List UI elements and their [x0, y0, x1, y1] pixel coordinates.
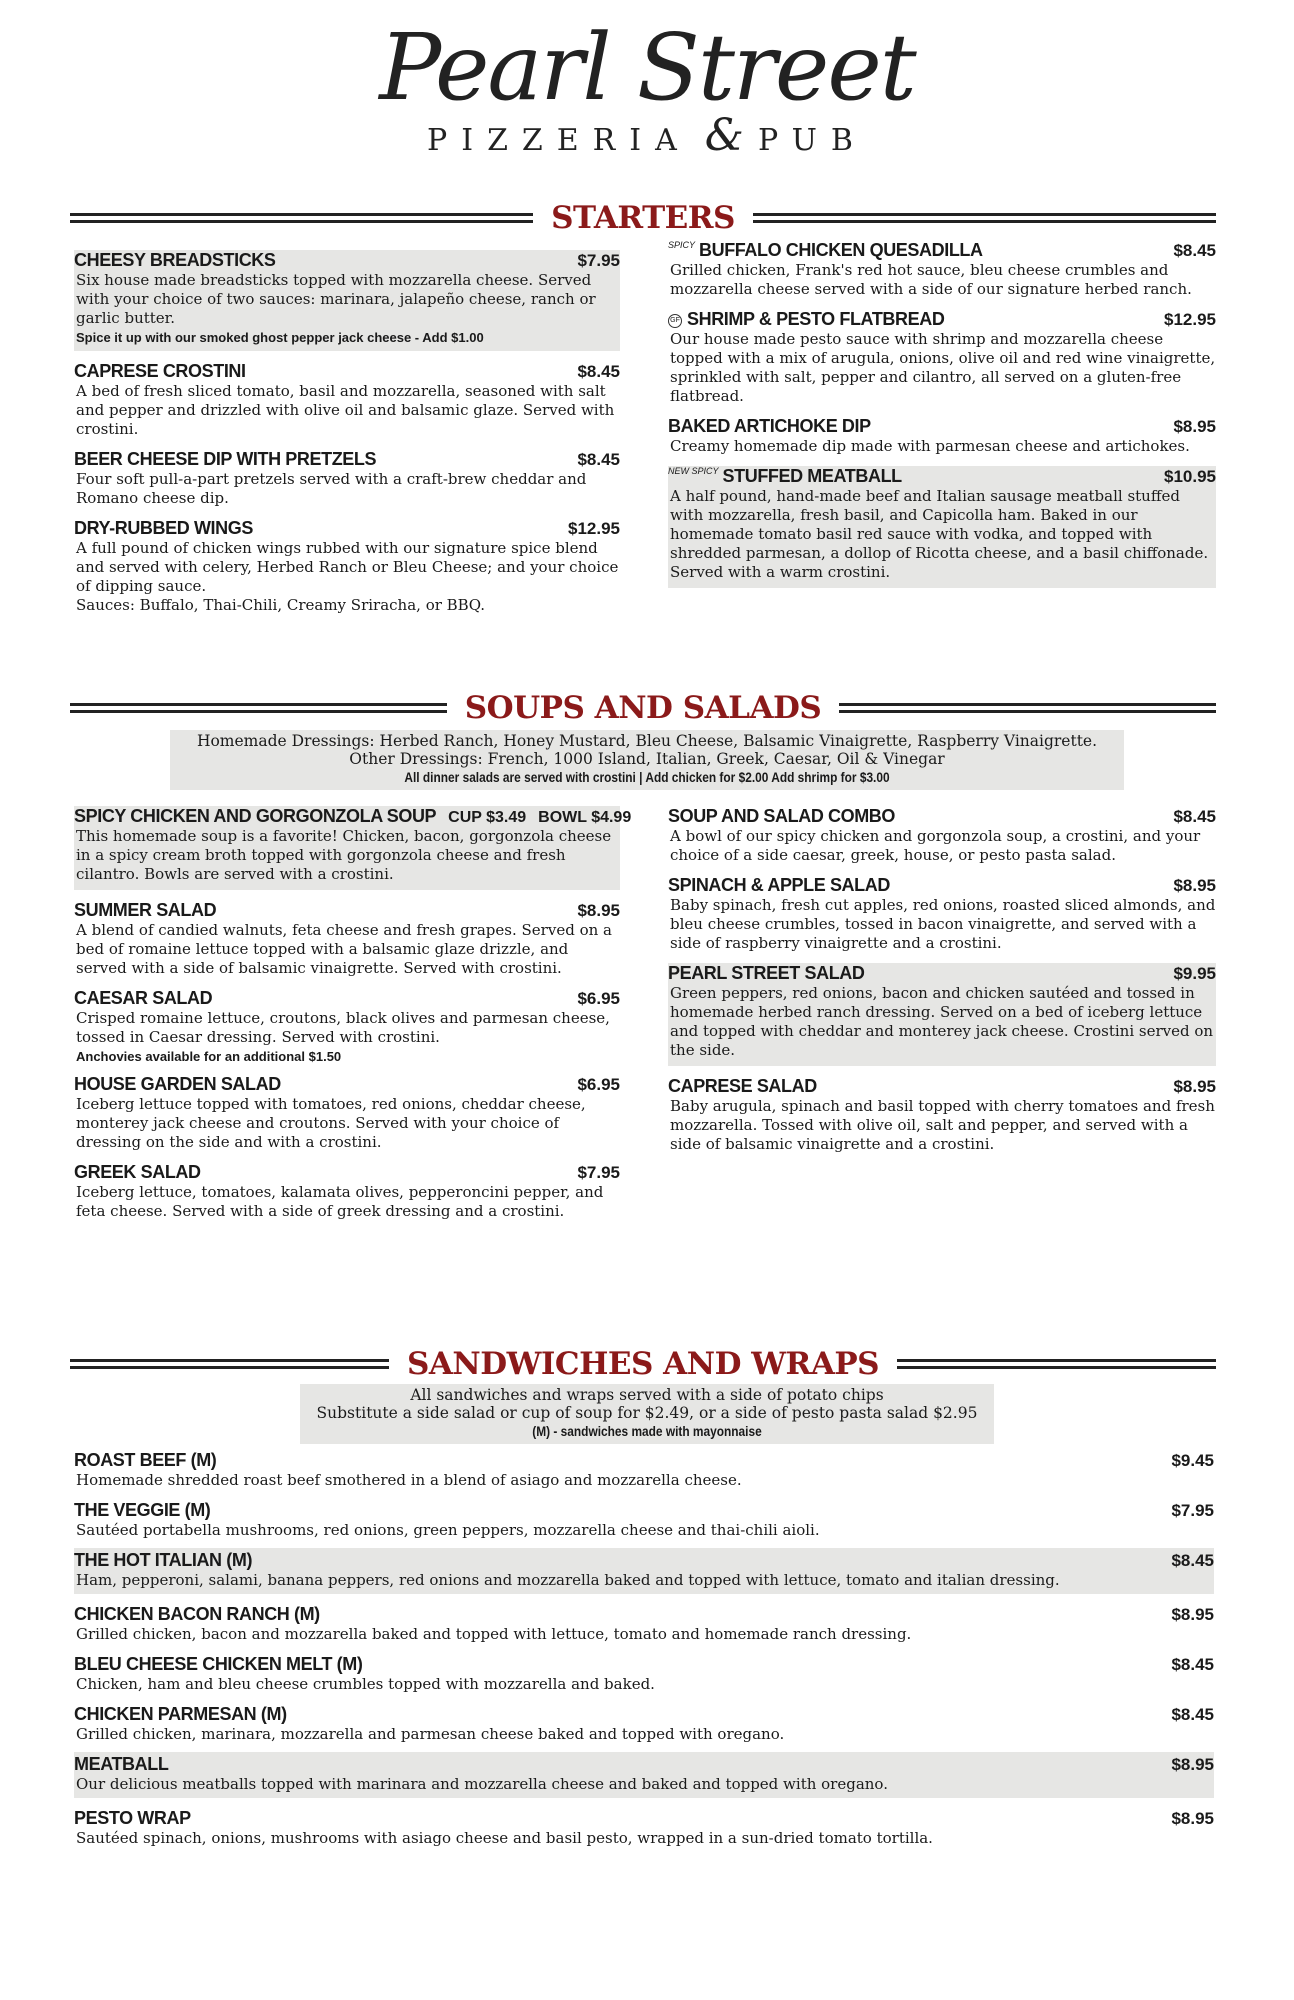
item-name: CHICKEN PARMESAN (M): [74, 1704, 287, 1724]
item-description: Sautéed spinach, onions, mushrooms with asiago cheese and basil pesto, wrapped in a sun-dried tomato tortilla.: [76, 1829, 933, 1847]
sandwiches-heading: [70, 1342, 1216, 1386]
item-description-extra: Sauces: Buffalo, Thai-Chili, Creamy Sriracha, or BBQ.: [76, 596, 486, 614]
item-description: Chicken, ham and bleu cheese crumbles topped with mozzarella and baked.: [76, 1675, 655, 1693]
item-name: CAPRESE SALAD: [668, 1076, 817, 1096]
sandwich-sides: All sandwiches and wraps served with a side of potato chips: [410, 1386, 884, 1404]
item-header: [668, 875, 1216, 896]
item-header: [74, 1704, 1214, 1725]
item-price: $8.45: [1171, 1551, 1214, 1570]
item-price: $6.95: [577, 989, 620, 1008]
bowl-price: BOWL $4.99: [538, 809, 632, 826]
item-title: [74, 1808, 191, 1829]
item-header: [668, 806, 1216, 827]
heading-rule: [70, 703, 447, 713]
item-price: [436, 809, 631, 827]
item-description: Iceberg lettuce, tomatoes, kalamata olives, pepperoncini pepper, and feta cheese. Served with a side of greek dressing and a crostini.: [76, 1183, 604, 1220]
item-description: Baby spinach, fresh cut apples, red onions, roasted sliced almonds, and bleu cheese crumbles, tossed in bacon vinaigrette, and served with a side of raspberry vinaigrette and a crostini.: [670, 896, 1216, 952]
menu-item: [668, 963, 1216, 1066]
menu-item: [668, 466, 1216, 588]
item-price: $10.95: [1164, 467, 1216, 486]
menu-item: [74, 250, 620, 351]
item-name: BLEU CHEESE CHICKEN MELT (M): [74, 1654, 363, 1674]
item-header: [74, 518, 620, 539]
menu-item: [668, 806, 1216, 865]
item-title: [74, 988, 212, 1009]
item-title: [668, 1076, 817, 1097]
item-header: [74, 1162, 620, 1183]
item-description: A blend of candied walnuts, feta cheese and fresh grapes. Served on a bed of romaine lettuce topped with a balsamic glaze drizzle, and served with a side of balsamic vinaigrette. Served with crostini.: [76, 921, 612, 977]
item-header: [74, 1754, 1214, 1775]
mayo-note: (M) - sandwiches made with mayonnaise: [532, 1423, 762, 1439]
heading-rule: [70, 213, 533, 223]
item-name: SOUP AND SALAD COMBO: [668, 806, 896, 826]
item-price: $8.45: [1173, 241, 1216, 260]
item-name: BUFFALO CHICKEN QUESADILLA: [699, 240, 983, 260]
menu-item: [74, 1806, 1214, 1848]
item-price: $8.95: [1173, 417, 1216, 436]
item-header: [74, 1604, 1214, 1625]
logo-sub-left: PIZZERIA: [427, 123, 691, 158]
item-header: [668, 416, 1216, 437]
spicy-tag: SPICY: [668, 240, 696, 250]
item-title: [668, 309, 944, 330]
item-header: [668, 963, 1216, 984]
item-title: [668, 466, 902, 487]
menu-item: [668, 1076, 1216, 1154]
item-header: [668, 1076, 1216, 1097]
item-header: [74, 449, 620, 470]
item-name: CHICKEN BACON RANCH (M): [74, 1604, 320, 1624]
item-description: Six house made breadsticks topped with mozzarella cheese. Served with your choice of two sauces: marinara, jalapeño cheese, ranch or garlic butter.: [76, 271, 596, 327]
item-price: $8.45: [1173, 807, 1216, 826]
menu-item: [668, 416, 1216, 456]
item-title: [74, 1604, 320, 1625]
logo-subtitle: [0, 110, 1294, 161]
item-description: Green peppers, red onions, bacon and chicken sautéed and tossed in homemade herbed ranch dressing. Served on a bed of iceberg lettuce and topped with cheddar and monterey jack cheese. Crostini served on the side.: [670, 984, 1214, 1059]
item-title: [74, 361, 246, 382]
heading-rule: [839, 703, 1216, 713]
menu-item: [668, 240, 1216, 299]
item-price: $8.95: [1171, 1809, 1214, 1828]
dressings-other: Other Dressings: French, 1000 Island, Italian, Greek, Caesar, Oil & Vinegar: [349, 750, 945, 768]
soups-left-column: [74, 806, 632, 1231]
item-price: $8.95: [577, 901, 620, 920]
item-name: SHRIMP & PESTO FLATBREAD: [687, 309, 945, 329]
item-title: [74, 1704, 287, 1725]
item-title: [668, 806, 895, 827]
item-title: [74, 1654, 362, 1675]
logo-title: Pearl Street: [379, 14, 915, 121]
starters-left-column: [74, 250, 620, 625]
menu-item: [74, 1498, 1214, 1540]
item-description: Ham, pepperoni, salami, banana peppers, red onions and mozzarella baked and topped with lettuce, tomato and italian dressing.: [76, 1571, 1060, 1589]
spicy-tag: NEW SPICY: [668, 466, 719, 476]
menu-item: [74, 518, 620, 615]
gluten-free-icon: GF: [668, 314, 682, 328]
item-title: [74, 1550, 252, 1571]
menu-item: [74, 1602, 1214, 1644]
item-name: THE VEGGIE (M): [74, 1500, 211, 1520]
item-title: [668, 416, 871, 437]
item-description: Creamy homemade dip made with parmesan cheese and artichokes.: [670, 437, 1190, 455]
item-price: $8.95: [1171, 1755, 1214, 1774]
item-header: [74, 361, 620, 382]
item-description: Our house made pesto sauce with shrimp and mozzarella cheese topped with a mix of arugula, onions, olive oil and red wine vinaigrette, sprinkled with salt, pepper and cilantro, all served on a gluten-free flatbread.: [670, 330, 1216, 405]
item-header: [668, 466, 1216, 487]
item-note: Spice it up with our smoked ghost pepper jack cheese - Add $1.00: [76, 330, 484, 345]
item-description: Baby arugula, spinach and basil topped with cherry tomatoes and fresh mozzarella. Tossed with olive oil, salt and pepper, and served with a side of balsamic vinaigrette and a crostini.: [670, 1097, 1215, 1153]
salad-addons: All dinner salads are served with crostini | Add chicken for $2.00 Add shrimp for $3.00: [404, 769, 890, 785]
item-price: $8.45: [577, 450, 620, 469]
item-name: CAPRESE CROSTINI: [74, 361, 246, 381]
item-name: SPICY CHICKEN AND GORGONZOLA SOUP: [74, 806, 437, 826]
item-header: [74, 988, 620, 1009]
item-header: [74, 250, 620, 271]
starters-title: STARTERS: [551, 200, 735, 236]
logo-ampersand: &: [704, 110, 744, 161]
item-header: [668, 309, 1216, 330]
item-title: [74, 1754, 168, 1775]
item-description: A bed of fresh sliced tomato, basil and mozzarella, seasoned with salt and pepper and drizzled with olive oil and balsamic glaze. Served with crostini.: [76, 382, 615, 438]
item-name: HOUSE GARDEN SALAD: [74, 1074, 281, 1094]
item-title: [74, 518, 253, 539]
item-header: [74, 1550, 1214, 1571]
menu-item: [74, 449, 620, 508]
item-price: $7.95: [1171, 1501, 1214, 1520]
item-title: [74, 1162, 201, 1183]
cup-price: CUP $3.49: [448, 809, 527, 826]
menu-item: [74, 361, 620, 439]
item-header: [74, 1654, 1214, 1675]
item-description: This homemade soup is a favorite! Chicken, bacon, gorgonzola cheese in a spicy cream broth topped with gorgonzola cheese and fresh cilantro. Bowls are served with a crostini.: [76, 827, 612, 883]
item-price: $12.95: [1164, 310, 1216, 329]
item-title: [74, 1450, 216, 1471]
soups-right-column: [668, 806, 1216, 1164]
item-header: [74, 1808, 1214, 1829]
item-title: [74, 250, 276, 271]
item-price: $9.45: [1171, 1451, 1214, 1470]
menu-item: [74, 1652, 1214, 1694]
item-header: [668, 240, 1216, 261]
menu-item: [74, 1702, 1214, 1744]
item-name: MEATBALL: [74, 1754, 169, 1774]
item-name: CAESAR SALAD: [74, 988, 213, 1008]
item-price: $8.95: [1171, 1605, 1214, 1624]
menu-item: [74, 988, 620, 1064]
menu-item: [74, 1162, 620, 1221]
item-description: Our delicious meatballs topped with marinara and mozzarella cheese and baked and topped with oregano.: [76, 1775, 888, 1793]
item-price: $8.45: [577, 362, 620, 381]
item-description: Crisped romaine lettuce, croutons, black olives and parmesan cheese, tossed in Caesar dressing. Served with crostini.: [76, 1009, 610, 1046]
item-description: Homemade shredded roast beef smothered in a blend of asiago and mozzarella cheese.: [76, 1471, 742, 1489]
item-name: BEER CHEESE DIP WITH PRETZELS: [74, 449, 377, 469]
item-header: [74, 900, 620, 921]
item-price: $8.95: [1173, 876, 1216, 895]
item-name: STUFFED MEATBALL: [722, 466, 902, 486]
item-price: $12.95: [568, 519, 620, 538]
salad-list: [74, 900, 620, 1221]
item-header: [74, 1450, 1214, 1471]
item-price: $8.45: [1171, 1705, 1214, 1724]
sandwiches-title: SANDWICHES AND WRAPS: [406, 1346, 880, 1382]
item-name: SUMMER SALAD: [74, 900, 217, 920]
dressings-info: [170, 730, 1124, 790]
starters-right-column: [668, 240, 1216, 598]
item-title: [668, 963, 865, 984]
soups-heading: [70, 686, 1216, 730]
starters-heading: [70, 196, 1216, 240]
item-price: $9.95: [1173, 964, 1216, 983]
menu-item: [74, 1448, 1214, 1490]
menu-item: [668, 309, 1216, 406]
item-name: PEARL STREET SALAD: [668, 963, 865, 983]
item-name: CHEESY BREADSTICKS: [74, 250, 276, 270]
menu-item: [668, 875, 1216, 953]
item-name: BAKED ARTICHOKE DIP: [668, 416, 871, 436]
item-description: A full pound of chicken wings rubbed with our signature spice blend and served with celery, Herbed Ranch or Bleu Cheese; and your choice of dipping sauce.: [76, 539, 619, 595]
menu-item: [74, 1752, 1214, 1798]
item-title: [74, 900, 216, 921]
heading-rule: [70, 1359, 389, 1369]
item-price: $6.95: [577, 1075, 620, 1094]
soups-title: SOUPS AND SALADS: [464, 690, 822, 726]
dressings-homemade: Homemade Dressings: Herbed Ranch, Honey Mustard, Bleu Cheese, Balsamic Vinaigrette, Raspberry Vinaigrette.: [196, 732, 1098, 750]
sandwich-info: [300, 1384, 994, 1444]
item-price: $8.45: [1171, 1655, 1214, 1674]
item-title: [668, 240, 983, 261]
menu-item: [74, 1074, 620, 1152]
sandwich-list: [74, 1448, 1214, 1856]
logo-sub-right: PUB: [757, 123, 867, 158]
item-name: THE HOT ITALIAN (M): [74, 1550, 253, 1570]
item-title: [74, 1074, 281, 1095]
item-description: Four soft pull-a-part pretzels served with a craft-brew cheddar and Romano cheese dip.: [76, 470, 587, 507]
item-title: [74, 1500, 210, 1521]
sandwich-substitutions: Substitute a side salad or cup of soup for $2.49, or a side of pesto pasta salad $2.95: [316, 1404, 978, 1422]
item-header: [74, 1074, 620, 1095]
menu-item: [74, 806, 632, 890]
item-title: [74, 449, 376, 470]
heading-rule: [753, 213, 1216, 223]
item-description: A bowl of our spicy chicken and gorgonzola soup, a crostini, and your choice of a side caesar, greek, house, or pesto pasta salad.: [670, 827, 1201, 864]
item-name: GREEK SALAD: [74, 1162, 201, 1182]
item-price: $7.95: [577, 251, 620, 270]
item-price: $8.95: [1173, 1077, 1216, 1096]
restaurant-logo: [0, 14, 1294, 161]
item-description: Grilled chicken, Frank's red hot sauce, bleu cheese crumbles and mozzarella cheese served with a side of our signature herbed ranch.: [670, 261, 1192, 298]
item-price: $7.95: [577, 1163, 620, 1182]
item-name: PESTO WRAP: [74, 1808, 191, 1828]
item-name: SPINACH & APPLE SALAD: [668, 875, 890, 895]
item-description: A half pound, hand-made beef and Italian sausage meatball stuffed with mozzarella, fresh basil, and Capicolla ham. Baked in our homemade tomato basil red sauce with vodka, and topped with shredded parmesan, a dollop of Ricotta cheese, and a basil chiffonade. Served with a warm crostini.: [670, 487, 1209, 581]
heading-rule: [897, 1359, 1216, 1369]
item-name: DRY-RUBBED WINGS: [74, 518, 253, 538]
item-title: [668, 875, 890, 896]
menu-item: [74, 900, 620, 978]
item-description: Sautéed portabella mushrooms, red onions, green peppers, mozzarella cheese and thai-chili aioli.: [76, 1521, 820, 1539]
menu-item: [74, 1548, 1214, 1594]
item-description: Grilled chicken, marinara, mozzarella and parmesan cheese baked and topped with oregano.: [76, 1725, 785, 1743]
item-description: Grilled chicken, bacon and mozzarella baked and topped with lettuce, tomato and homemade ranch dressing.: [76, 1625, 912, 1643]
item-name: ROAST BEEF (M): [74, 1450, 217, 1470]
item-note: Anchovies available for an additional $1.50: [76, 1049, 342, 1064]
item-header: [74, 1500, 1214, 1521]
item-description: Iceberg lettuce topped with tomatoes, red onions, cheddar cheese, monterey jack cheese and croutons. Served with your choice of dressing on the side and with a crostini.: [76, 1095, 586, 1151]
